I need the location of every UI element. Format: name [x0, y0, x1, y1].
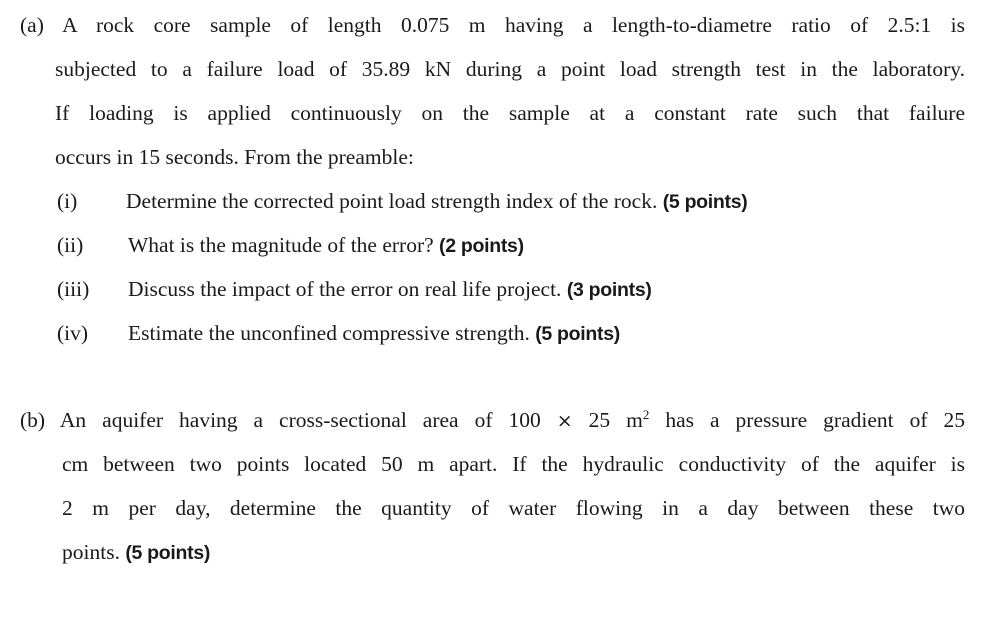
sub-question-text: [128, 318, 620, 348]
superscript-two: 2: [642, 407, 650, 422]
sub-question-body: Discuss the impact of the error on real life project.: [128, 277, 562, 301]
sub-question-number: (ii): [57, 233, 84, 257]
question-a-text-2: subjected to a failure load of 35.89 kN during a point load strength test in the laboratory.: [55, 57, 965, 81]
question-b-line-1: [20, 405, 965, 435]
question-a-text-4: occurs in 15 seconds. From the preamble:: [55, 145, 414, 169]
question-a-line-3: [55, 98, 965, 128]
question-b-line-2: [62, 449, 965, 479]
question-a-text-1: A rock core sample of length 0.075 m having a length-to-diametre ratio of 2.5:1 is: [62, 13, 965, 37]
points-label: (2 points): [439, 235, 524, 257]
points-label: (5 points): [125, 542, 211, 564]
question-b-label: (b): [20, 408, 46, 432]
question-b-text-3: 2 m per day, determine the quantity of water flowing in a day between these two: [62, 496, 965, 520]
sub-question-number: (iv): [57, 321, 89, 345]
sub-question-number: (i): [57, 189, 78, 213]
question-a-line-4: [55, 142, 414, 172]
sub-question-number: (iii): [57, 277, 90, 301]
question-a-label: (a): [20, 13, 44, 37]
question-b-text-1b: 25 m: [588, 408, 643, 432]
points-label: (5 points): [662, 191, 748, 213]
question-b-text-1a: An aquifer having a cross-sectional area of 100: [59, 408, 541, 432]
sub-question-body: Estimate the unconfined compressive strength.: [128, 321, 530, 345]
question-b-area-unit: [589, 408, 650, 432]
question-b-text-2: cm between two points located 50 m apart. If the hydraulic conductivity of the aquifer is: [62, 452, 965, 476]
sub-question-text: [128, 230, 524, 260]
question-b-text-4: points.: [62, 540, 120, 564]
sub-question-body: What is the magnitude of the error?: [128, 233, 434, 257]
sub-question-text: [128, 274, 652, 304]
points-label: (5 points): [535, 323, 620, 345]
sub-question-text: [126, 186, 747, 216]
question-a-line-1: [20, 10, 965, 40]
question-a-line-2: [55, 54, 965, 84]
times-symbol: ×: [556, 410, 573, 432]
question-a-text-3: If loading is applied continuously on the sample at a constant rate such that failure: [55, 101, 965, 125]
question-b-text-1c: has a pressure gradient of 25: [665, 408, 966, 432]
question-b-line-4: [62, 537, 210, 567]
points-label: (3 points): [566, 279, 652, 301]
question-b-line-3: [62, 493, 965, 523]
sub-question-body: Determine the corrected point load strength index of the rock.: [126, 189, 658, 213]
